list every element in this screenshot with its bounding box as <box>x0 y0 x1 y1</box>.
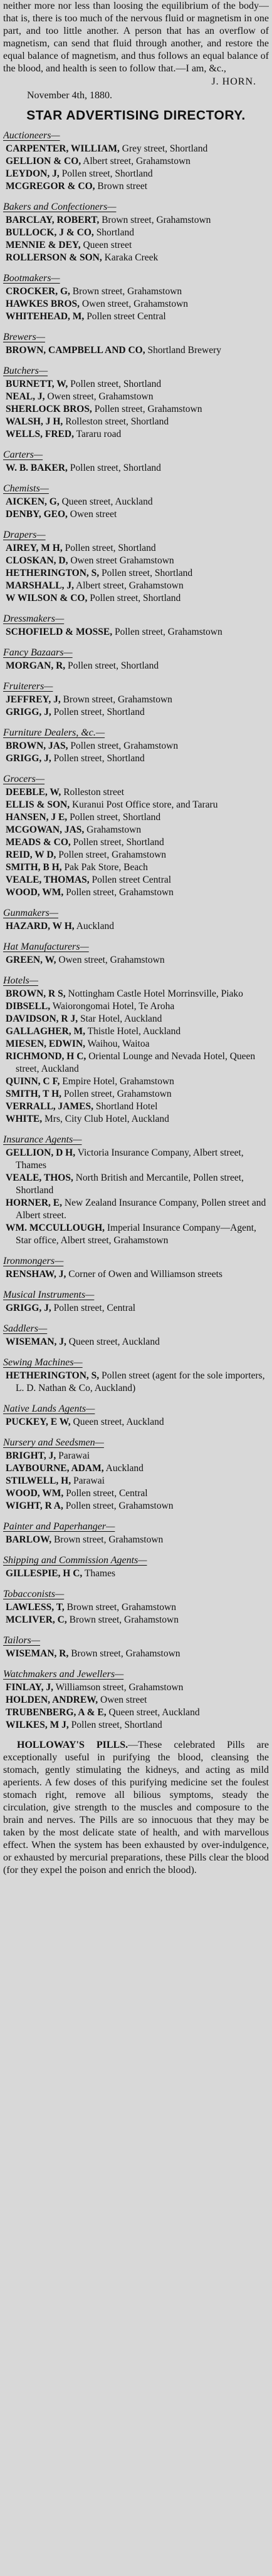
directory-entry <box>3 1075 269 1088</box>
entry-name: BARCLAY, ROBERT, <box>6 215 100 225</box>
entry-name: MARSHALL, J, <box>6 580 74 591</box>
entry-name: WM. MCCULLOUGH, <box>6 1223 105 1233</box>
entry-address: Pollen street, Shortland <box>73 837 164 848</box>
entry-address: Brown street, Grahamstown <box>63 694 172 705</box>
entry-address: Pollen street, Grahamstown <box>65 1501 174 1511</box>
entry-address: Pollen street, Grahamstown <box>94 404 202 414</box>
entry-address: North British and Mercantile, Pollen street, Shortland <box>16 1173 244 1196</box>
directory-entry <box>3 416 269 428</box>
entry-address: Pollen street, Grahamstown <box>58 849 167 860</box>
entry-name: MENNIE & DEY, <box>6 240 81 250</box>
entry-name: MCGREGOR & CO, <box>6 181 95 192</box>
entry-name: GILLESPIE, H C, <box>6 1568 83 1579</box>
entry-address: Pollen street Central <box>86 311 166 322</box>
directory-category: Carters— <box>3 449 43 460</box>
entry-address: Williamson street, Grahamstown <box>55 1682 184 1693</box>
directory-entry <box>3 1487 269 1500</box>
directory-entry <box>3 1013 269 1025</box>
entry-address: Pollen street, Shortland <box>71 1720 162 1730</box>
directory-list <box>3 129 269 1732</box>
directory-section <box>3 272 269 323</box>
entry-name: AICKEN, G, <box>6 496 60 507</box>
entry-address: Auckland <box>105 1463 144 1474</box>
entry-name: SHERLOCK BROS, <box>6 404 92 414</box>
entry-name: GALLAGHER, M, <box>6 1026 86 1037</box>
directory-entry <box>3 1101 269 1113</box>
entry-address: Tararu road <box>76 429 122 439</box>
directory-entry <box>3 1302 269 1315</box>
directory-section <box>3 906 269 933</box>
directory-category: Insurance Agents— <box>3 1134 82 1145</box>
directory-entry <box>3 1500 269 1512</box>
entry-address: Brown street, Grahamstown <box>66 1602 176 1613</box>
directory-section <box>3 1255 269 1281</box>
entry-name: WELLS, FRED, <box>6 429 74 439</box>
entry-address: Owen street, Grahamstown <box>81 299 189 309</box>
directory-section <box>3 974 269 1126</box>
entry-name: SMITH, B H, <box>6 862 62 873</box>
directory-category: Sewing Machines— <box>3 1357 83 1368</box>
entry-address: Thistle Hotel, Auckland <box>87 1026 181 1037</box>
entry-name: WOOD, WM, <box>6 887 64 898</box>
entry-address: Pollen street, Shortland <box>53 707 145 717</box>
directory-title: STAR ADVERTISING DIRECTORY. <box>26 108 246 123</box>
entry-address: Queen street, Auckland <box>73 1417 164 1427</box>
entry-address: Auckland <box>76 921 114 931</box>
directory-entry <box>3 227 269 239</box>
entry-address: Brown street, Grahamstown <box>72 286 182 297</box>
entry-address: Pollen street, Grahamstown <box>66 887 174 898</box>
directory-entry <box>3 874 269 886</box>
directory-category: Tailors— <box>3 1635 40 1646</box>
directory-entry <box>3 1614 269 1626</box>
entry-address: Mrs, City Club Hotel, Auckland <box>44 1114 169 1124</box>
directory-category: Auctioneers— <box>3 130 60 141</box>
entry-address: Pollen street, Shortland <box>90 593 181 603</box>
directory-entry <box>3 920 269 933</box>
directory-section <box>3 482 269 521</box>
entry-address: Pollen street, Shortland <box>65 543 156 553</box>
directory-category: Bootmakers— <box>3 273 60 284</box>
directory-entry <box>3 1025 269 1038</box>
entry-address: Nottingham Castle Hotel Morrinsville, Piako <box>68 988 243 999</box>
directory-section <box>3 1436 269 1512</box>
entry-name: GRIGG, J, <box>6 753 51 764</box>
directory-entry <box>3 378 269 391</box>
entry-name: BROWN, R S, <box>6 988 66 999</box>
directory-entry <box>3 836 269 849</box>
entry-address: Waiorongomai Hotel, Te Aroha <box>52 1001 175 1012</box>
entry-address: Pollen street Central <box>92 875 172 885</box>
directory-entry <box>3 155 269 168</box>
directory-category: Tobacconists— <box>3 1589 65 1599</box>
entry-name: MIESEN, EDWIN, <box>6 1039 86 1049</box>
directory-section <box>3 680 269 719</box>
entry-name: BRIGHT, J, <box>6 1450 56 1461</box>
directory-entry <box>3 168 269 180</box>
entry-name: BULLOCK, J & CO, <box>6 227 94 238</box>
entry-name: MEADS & CO, <box>6 837 71 848</box>
entry-name: NEAL, J, <box>6 391 45 402</box>
directory-section <box>3 726 269 765</box>
entry-address: Pollen street, Grahamstown <box>63 1089 172 1099</box>
directory-entry <box>3 1113 269 1126</box>
entry-address: Owen street <box>70 509 117 520</box>
directory-entry <box>3 1268 269 1281</box>
entry-name: GELLION, D H, <box>6 1147 76 1158</box>
directory-section <box>3 1133 269 1247</box>
entry-address: Pollen street, Grahamstown <box>70 741 179 751</box>
entry-name: HANSEN, J E, <box>6 812 68 823</box>
directory-entry <box>3 580 269 592</box>
directory-section <box>3 1634 269 1660</box>
directory-entry <box>3 1648 269 1660</box>
directory-section <box>3 1288 269 1315</box>
directory-entry <box>3 1038 269 1050</box>
entry-address: Grey street, Shortland <box>122 143 208 154</box>
entry-name: WOOD, WM, <box>6 1488 64 1499</box>
entry-name: HAZARD, W H, <box>6 921 75 931</box>
entry-address: Imperial Insurance Company—Agent, Star office, Albert street, Grahamstown <box>16 1223 256 1246</box>
letter-paragraph: neither more nor less than loosing the equilibrium of the body—that is, there is too much of the nervous fluid or magnetism in one part, and too little another. A person that has an overflow of magnetism, can send that fluid through another, and restore the equal balance of magnetism, and thus follows an equal balance of the blood, and health is seen to follow that.—I am, &c., <box>3 1 269 74</box>
entry-address: Pollen street, Shortland <box>102 568 193 578</box>
entry-name: JEFFREY, J, <box>6 694 61 705</box>
directory-entry <box>3 391 269 403</box>
entry-address: Pollen street (agent for the sole importers, L. D. Nathan & Co, Auckland) <box>16 1370 265 1393</box>
directory-category: Hat Manufacturers— <box>3 942 89 952</box>
entry-address: Pollen street, Shortland <box>68 660 159 671</box>
directory-entry <box>3 252 269 264</box>
entry-name: MCGOWAN, JAS, <box>6 824 85 835</box>
directory-category: Painter and Paperhanger— <box>3 1521 115 1532</box>
entry-address: Owen street Grahamstown <box>70 555 174 566</box>
entry-name: FINLAY, J, <box>6 1682 53 1693</box>
directory-category: Butchers— <box>3 366 48 376</box>
directory-entry <box>3 1197 269 1222</box>
entry-name: ELLIS & SON, <box>6 799 70 810</box>
entry-name: HOLDEN, ANDREW, <box>6 1695 98 1705</box>
directory-category: Musical Instruments— <box>3 1290 95 1300</box>
directory-entry <box>3 752 269 765</box>
directory-category: Hotels— <box>3 975 38 986</box>
directory-category: Gunmakers— <box>3 908 58 918</box>
directory-entry <box>3 462 269 475</box>
entry-name: WHITE, <box>6 1114 43 1124</box>
entry-address: Corner of Owen and Williamson streets <box>68 1269 222 1280</box>
entry-address: Pollen street, Shortland <box>61 168 153 179</box>
directory-category: Saddlers— <box>3 1323 48 1334</box>
entry-name: GREEN, W, <box>6 955 56 965</box>
entry-address: Oriental Lounge and Nevada Hotel, Queen street, Auckland <box>16 1051 256 1074</box>
directory-section <box>3 646 269 672</box>
entry-address: Pak Pak Store, Beach <box>64 862 148 873</box>
entry-name: AIREY, M H, <box>6 543 63 553</box>
directory-entry <box>3 886 269 899</box>
entry-name: W WILSON & CO, <box>6 593 88 603</box>
directory-category: Ironmongers— <box>3 1256 64 1266</box>
entry-address: Empire Hotel, Grahamstown <box>62 1076 174 1087</box>
directory-section <box>3 1402 269 1429</box>
entry-name: ROLLERSON & SON, <box>6 252 102 263</box>
directory-category: Furniture Dealers, &c.— <box>3 727 105 738</box>
directory-entry <box>3 1050 269 1075</box>
entry-name: LAYBOURNE, ADAM, <box>6 1463 104 1474</box>
directory-entry <box>3 508 269 521</box>
entry-address: Shortland Hotel <box>95 1101 158 1112</box>
directory-entry <box>3 1706 269 1719</box>
directory-entry <box>3 180 269 193</box>
directory-entry <box>3 740 269 752</box>
directory-entry <box>3 954 269 967</box>
letter-signature: J. HORN. <box>211 76 256 87</box>
directory-category: Grocers— <box>3 774 45 784</box>
entry-name: VEALE, THOMAS, <box>6 875 90 885</box>
directory-entry <box>3 1694 269 1706</box>
entry-name: REID, W D, <box>6 849 56 860</box>
directory-entry <box>3 1222 269 1247</box>
directory-entry <box>3 310 269 323</box>
directory-section <box>3 448 269 475</box>
entry-name: GRIGG, J, <box>6 1303 51 1313</box>
directory-entry <box>3 1601 269 1614</box>
directory-category: Nursery and Seedsmen— <box>3 1437 104 1448</box>
entry-address: Brown street, Grahamstown <box>69 1614 179 1625</box>
directory-entry <box>3 824 269 836</box>
directory-entry <box>3 660 269 672</box>
entry-name: BARLOW, <box>6 1534 52 1545</box>
entry-address: Thames <box>84 1568 115 1579</box>
directory-entry <box>3 428 269 441</box>
entry-address: Queen street, Auckland <box>61 496 153 507</box>
directory-entry <box>3 694 269 706</box>
directory-category: Bakers and Confectioners— <box>3 202 117 212</box>
entry-address: Queen street, Auckland <box>68 1337 160 1347</box>
pills-body: —These celebrated Pills are exceptionally useful in purifying the blood, cleansing the stomach, gently stimulating the kidneys, and acting as mild aperients. A few doses of this purifying medicine set the foulest stomach right, remove all bilious symptoms, steady the circulation, give strength to the muscles and composure to the brain and nerves. The Pills are so innocuous that they may be taken by the most delicate state of health, and with marvellous effect. When the system has been exhausted by over-indulgence, or exhausted by mercurial preparations, these Pills clear the blood (for they expel the poison and enrich the blood). <box>3 1740 269 1876</box>
directory-category: Watchmakers and Jewellers— <box>3 1669 124 1680</box>
directory-entry <box>3 239 269 252</box>
entry-address: Parawai <box>58 1450 90 1461</box>
entry-name: WALSH, J H, <box>6 416 63 427</box>
entry-address: Pollen street, Central <box>66 1488 148 1499</box>
letter-date: November 4th, 1880. <box>27 90 112 101</box>
directory-category: Dressmakers— <box>3 613 65 624</box>
entry-name: HETHERINGTON, S, <box>6 1370 100 1381</box>
entry-address: Karaka Creek <box>104 252 159 263</box>
entry-name: STILWELL, H, <box>6 1475 71 1486</box>
directory-section <box>3 940 269 967</box>
entry-name: WHITEHEAD, M, <box>6 311 85 322</box>
entry-name: WIGHT, R A, <box>6 1501 63 1511</box>
entry-name: DEEBLE, W, <box>6 787 61 798</box>
entry-address: Pollen street, Shortland <box>53 753 145 764</box>
entry-name: RICHMOND, H C, <box>6 1051 86 1062</box>
directory-entry <box>3 1147 269 1172</box>
directory-entry <box>3 214 269 227</box>
entry-name: W. B. BAKER, <box>6 463 68 473</box>
entry-address: Pollen street, Shortland <box>70 379 162 389</box>
entry-name: WILKES, M J, <box>6 1720 69 1730</box>
directory-entry <box>3 1000 269 1013</box>
entry-name: HETHERINGTON, S, <box>6 568 100 578</box>
directory-section <box>3 1554 269 1580</box>
entry-address: Parawai <box>73 1475 105 1486</box>
entry-address: Kuranui Post Office store, and Tararu <box>71 799 218 810</box>
entry-address: Pollen street, Shortland <box>70 812 161 823</box>
entry-name: LAWLESS, T, <box>6 1602 65 1613</box>
entry-address: Brown street, Grahamstown <box>102 215 211 225</box>
directory-entry <box>3 496 269 508</box>
entry-name: WISEMAN, R, <box>6 1648 69 1659</box>
directory-category: Drapers— <box>3 530 46 540</box>
directory-section <box>3 129 269 193</box>
entry-address: Star Hotel, Auckland <box>80 1013 162 1024</box>
directory-section <box>3 1668 269 1732</box>
entry-name: QUINN, C F, <box>6 1076 60 1087</box>
directory-section <box>3 1322 269 1348</box>
entry-address: Brown street <box>97 181 148 192</box>
entry-name: LEYDON, J, <box>6 168 60 179</box>
directory-section <box>3 1588 269 1626</box>
entry-address: Rolleston street, Shortland <box>65 416 169 427</box>
pills-heading: HOLLOWAY'S PILLS. <box>17 1740 128 1750</box>
entry-name: HAWKES BROS, <box>6 299 80 309</box>
directory-entry <box>3 542 269 555</box>
entry-name: TRUBENBERG, A & E, <box>6 1707 107 1718</box>
directory-entry <box>3 1450 269 1462</box>
directory-entry <box>3 1172 269 1197</box>
directory-category: Native Lands Agents— <box>3 1403 95 1414</box>
entry-address: Albert street, Grahamstown <box>83 156 191 167</box>
directory-entry <box>3 799 269 811</box>
entry-address: Rolleston street <box>63 787 125 798</box>
entry-name: CLOSKAN, D, <box>6 555 68 566</box>
directory-entry <box>3 849 269 861</box>
entry-address: Shortland <box>96 227 134 238</box>
directory-category: Chemists— <box>3 483 49 494</box>
directory-entry <box>3 786 269 799</box>
entry-address: Owen street <box>100 1695 147 1705</box>
directory-section <box>3 331 269 357</box>
directory-entry <box>3 298 269 310</box>
newspaper-column <box>3 0 269 2576</box>
entry-name: DAVIDSON, R J, <box>6 1013 78 1024</box>
entry-address: Pollen street, Grahamstown <box>114 627 222 637</box>
directory-entry <box>3 1336 269 1348</box>
entry-name: DENBY, GEO, <box>6 509 68 520</box>
directory-entry <box>3 1416 269 1429</box>
directory-entry <box>3 285 269 298</box>
entry-name: BROWN, JAS, <box>6 741 68 751</box>
directory-section <box>3 612 269 639</box>
entry-address: Grahamstown <box>86 824 142 835</box>
entry-name: BURNETT, W, <box>6 379 68 389</box>
directory-entry <box>3 811 269 824</box>
entry-address: Victoria Insurance Company, Albert street, Thames <box>16 1147 244 1171</box>
directory-entry <box>3 1534 269 1546</box>
entry-name: PUCKEY, E W, <box>6 1417 71 1427</box>
directory-entry <box>3 988 269 1000</box>
entry-name: CARPENTER, WILLIAM, <box>6 143 120 154</box>
directory-entry <box>3 861 269 874</box>
entry-name: WISEMAN, J, <box>6 1337 66 1347</box>
entry-address: Queen street, Auckland <box>108 1707 200 1718</box>
entry-name: RENSHAW, J, <box>6 1269 66 1280</box>
entry-name: SCHOFIELD & MOSSE, <box>6 627 113 637</box>
directory-entry <box>3 1681 269 1694</box>
directory-entry <box>3 1370 269 1395</box>
entry-address: Pollen street, Central <box>53 1303 136 1313</box>
entry-name: CROCKER, G, <box>6 286 70 297</box>
directory-entry <box>3 1719 269 1732</box>
directory-section <box>3 1520 269 1546</box>
entry-name: HORNER, E, <box>6 1198 62 1208</box>
pills-advertisement <box>3 1739 269 1877</box>
entry-address: Brown street, Grahamstown <box>53 1534 164 1545</box>
directory-section <box>3 1356 269 1395</box>
directory-entry <box>3 555 269 567</box>
directory-entry <box>3 706 269 719</box>
directory-section <box>3 200 269 264</box>
entry-address: Queen street <box>83 240 132 250</box>
entry-address: Waihou, Waitoa <box>87 1039 150 1049</box>
entry-address: Albert street, Grahamstown <box>75 580 184 591</box>
directory-section <box>3 772 269 899</box>
directory-section <box>3 364 269 441</box>
directory-entry <box>3 1088 269 1101</box>
entry-address: Shortland Brewery <box>147 345 222 356</box>
directory-entry <box>3 403 269 416</box>
directory-entry <box>3 1475 269 1487</box>
directory-entry <box>3 143 269 155</box>
entry-address: Owen street, Grahamstown <box>47 391 154 402</box>
entry-address: Brown street, Grahamstown <box>71 1648 180 1659</box>
entry-address: Owen street, Grahamstown <box>58 955 165 965</box>
entry-name: DIBSELL, <box>6 1001 51 1012</box>
directory-entry <box>3 626 269 639</box>
directory-category: Brewers— <box>3 332 45 342</box>
directory-entry <box>3 567 269 580</box>
directory-category: Shipping and Commission Agents— <box>3 1555 147 1566</box>
entry-address: New Zealand Insurance Company, Pollen street and Albert street. <box>16 1198 266 1221</box>
directory-entry <box>3 1568 269 1580</box>
directory-entry <box>3 592 269 605</box>
entry-address: Pollen street, Shortland <box>70 463 161 473</box>
entry-name: MCLIVER, C, <box>6 1614 67 1625</box>
entry-name: VERRALL, JAMES, <box>6 1101 93 1112</box>
entry-name: VEALE, THOS, <box>6 1173 73 1183</box>
directory-entry <box>3 344 269 357</box>
directory-category: Fancy Bazaars— <box>3 647 73 658</box>
entry-name: SMITH, T H, <box>6 1089 62 1099</box>
directory-category: Fruiterers— <box>3 681 53 692</box>
directory-entry <box>3 1462 269 1475</box>
entry-name: GRIGG, J, <box>6 707 51 717</box>
directory-section <box>3 528 269 605</box>
entry-name: MORGAN, R, <box>6 660 66 671</box>
entry-name: BROWN, CAMPBELL AND CO, <box>6 345 145 356</box>
entry-name: GELLION & CO, <box>6 156 81 167</box>
